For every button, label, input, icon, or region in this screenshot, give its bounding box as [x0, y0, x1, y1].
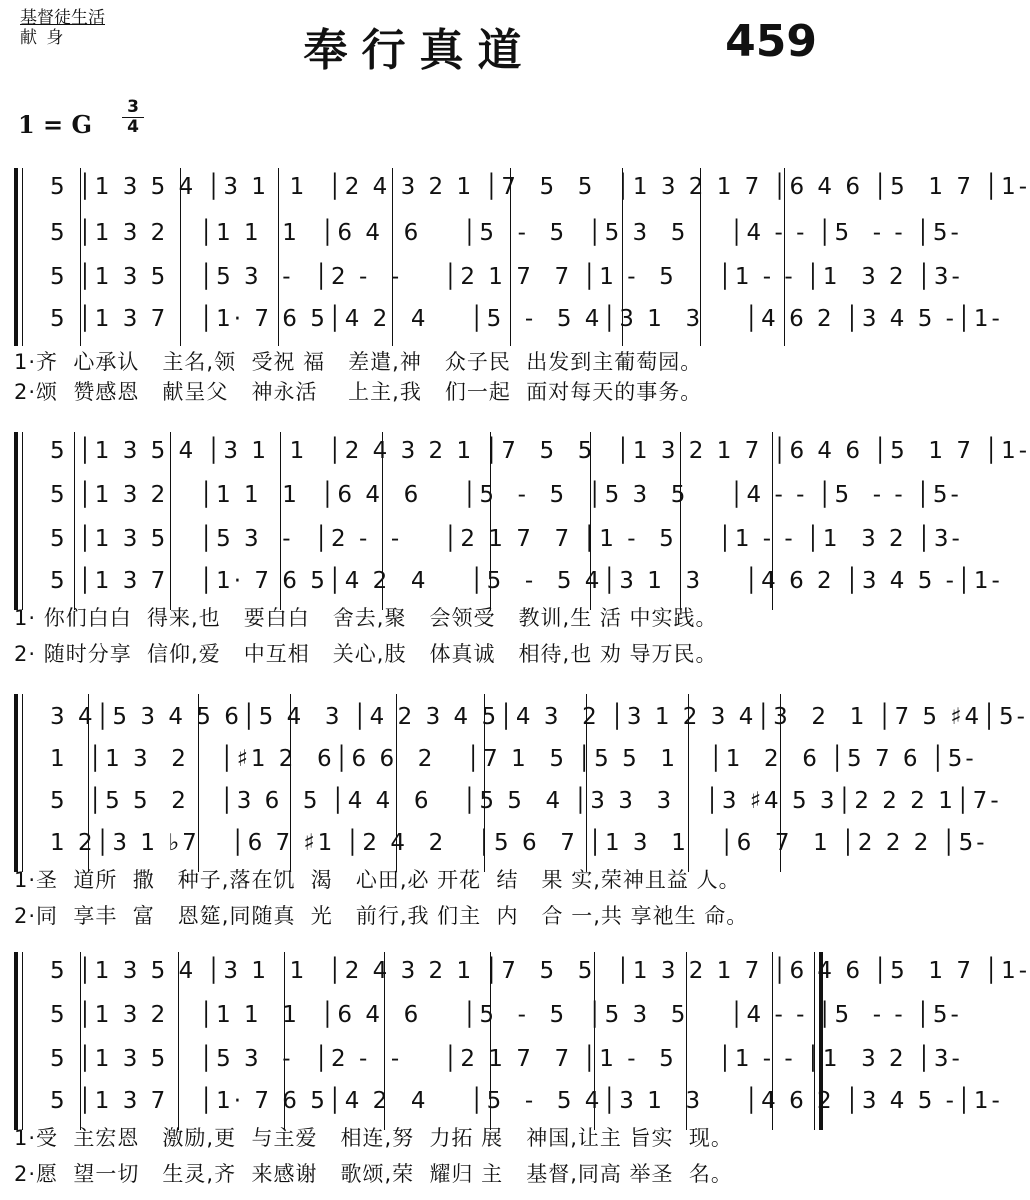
start-barline: [14, 168, 18, 346]
start-thin-barline: [22, 952, 23, 1130]
voice-alto: 5 │1 3 2 │1 1 1 │6 4 6 │5 - 5 │5 3 5 │4 - - │5 - - │5-: [50, 482, 962, 508]
voice-bass: 5 │1 3 7 │1· 7 6 5│4 2 4 │5 - 5 4│3 1 3 │4 6 2 │3 4 5 -│1-: [50, 306, 1003, 332]
voice-tenor: 5 │1 3 5 │5 3 - │2 - - │2 1 7 7 │1 - 5 │1 - - │1 3 2 │3-: [50, 526, 963, 552]
lyric-verse-2: 2·愿 望一切 生灵,齐 来感谢 歌颂,荣 耀归 主 基督,同高 举圣 名。: [14, 1162, 733, 1186]
category-label: 基督徒生活: [20, 8, 105, 28]
hymn-title: 奉行真道: [303, 25, 536, 76]
key-signature: 1 = G: [18, 110, 93, 139]
start-barline: [14, 694, 18, 872]
lyric-verse-1: 1·齐 心承认 主名,领 受祝 福 差遣,神 众子民 出发到主葡萄园。: [14, 350, 703, 374]
voice-soprano: 5 │1 3 5 4 │3 1 1 │2 4 3 2 1 │7 5 5 │1 3 2 1 7 │6 4 6 │5 1 7 │1-: [50, 438, 1030, 464]
voice-tenor: 5 │1 3 5 │5 3 - │2 - - │2 1 7 7 │1 - 5 │1 - - │1 3 2 │3-: [50, 1046, 963, 1072]
voice-bass: 5 │1 3 7 │1· 7 6 5│4 2 4 │5 - 5 4│3 1 3 │4 6 2 │3 4 5 -│1-: [50, 1088, 1003, 1114]
time-signature-numerator: 3: [122, 98, 144, 118]
voice-alto: 5 │1 3 2 │1 1 1 │6 4 6 │5 - 5 │5 3 5 │4 - - │5 - - │5-: [50, 1002, 962, 1028]
time-signature: [122, 98, 144, 137]
lyric-verse-2: 2· 随时分享 信仰,爱 中互相 关心,肢 体真诚 相待,也 劝 导万民。: [14, 642, 718, 666]
start-thin-barline: [22, 694, 23, 872]
start-thin-barline: [22, 432, 23, 610]
start-barline: [14, 432, 18, 610]
voice-bass: 5 │1 3 7 │1· 7 6 5│4 2 4 │5 - 5 4│3 1 3 │4 6 2 │3 4 5 -│1-: [50, 568, 1003, 594]
subcategory-label: 献 身: [20, 28, 66, 48]
start-barline: [14, 952, 18, 1130]
lyric-verse-2: 2·同 享丰 富 恩筵,同随真 光 前行,我 们主 内 合 一,共 享祂生 命。: [14, 904, 749, 928]
voice-tenor: 5 │5 5 2 │3 6 5 │4 4 6 │5 5 4 │3 3 3 │3 ♯4 5 3│2 2 2 1│7-: [50, 788, 1002, 814]
lyric-verse-1: 1·受 主宏恩 激励,更 与主爱 相连,努 力拓 展 神国,让主 旨实 现。: [14, 1126, 733, 1150]
lyric-verse-1: 1· 你们白白 得来,也 要白白 舍去,聚 会领受 教训,生 活 中实践。: [14, 606, 718, 630]
start-thin-barline: [22, 168, 23, 346]
lyric-verse-1: 1·圣 道所 撒 种子,落在饥 渴 心田,必 开花 结 果 实,荣神且益 人。: [14, 868, 741, 892]
voice-bass: 1 2│3 1 ♭7 │6 7 ♯1 │2 4 2 │5 6 7 │1 3 1 │6 7 1 │2 2 2 │5-: [50, 830, 988, 856]
voice-tenor: 5 │1 3 5 │5 3 - │2 - - │2 1 7 7 │1 - 5 │1 - - │1 3 2 │3-: [50, 264, 963, 290]
time-signature-denominator: 4: [127, 117, 139, 137]
lyric-verse-2: 2·颂 赞感恩 献呈父 神永活 上主,我 们一起 面对每天的事务。: [14, 380, 703, 404]
voice-soprano: 5 │1 3 5 4 │3 1 1 │2 4 3 2 1 │7 5 5 │1 3 2 1 7 │6 4 6 │5 1 7 │1-: [50, 958, 1030, 984]
voice-alto: 5 │1 3 2 │1 1 1 │6 4 6 │5 - 5 │5 3 5 │4 - - │5 - - │5-: [50, 220, 962, 246]
voice-alto: 1 │1 3 2 │♯1 2 6│6 6 2 │7 1 5 │5 5 1 │1 2 6 │5 7 6 │5-: [50, 746, 977, 772]
voice-soprano: 5 │1 3 5 4 │3 1 1 │2 4 3 2 1 │7 5 5 │1 3 2 1 7 │6 4 6 │5 1 7 │1-: [50, 174, 1030, 200]
hymn-number: 459: [725, 16, 817, 67]
voice-soprano: 3 4│5 3 4 5 6│5 4 3 │4 2 3 4 5│4 3 2 │3 1 2 3 4│3 2 1 │7 5 ♯4│5-: [50, 704, 1028, 730]
